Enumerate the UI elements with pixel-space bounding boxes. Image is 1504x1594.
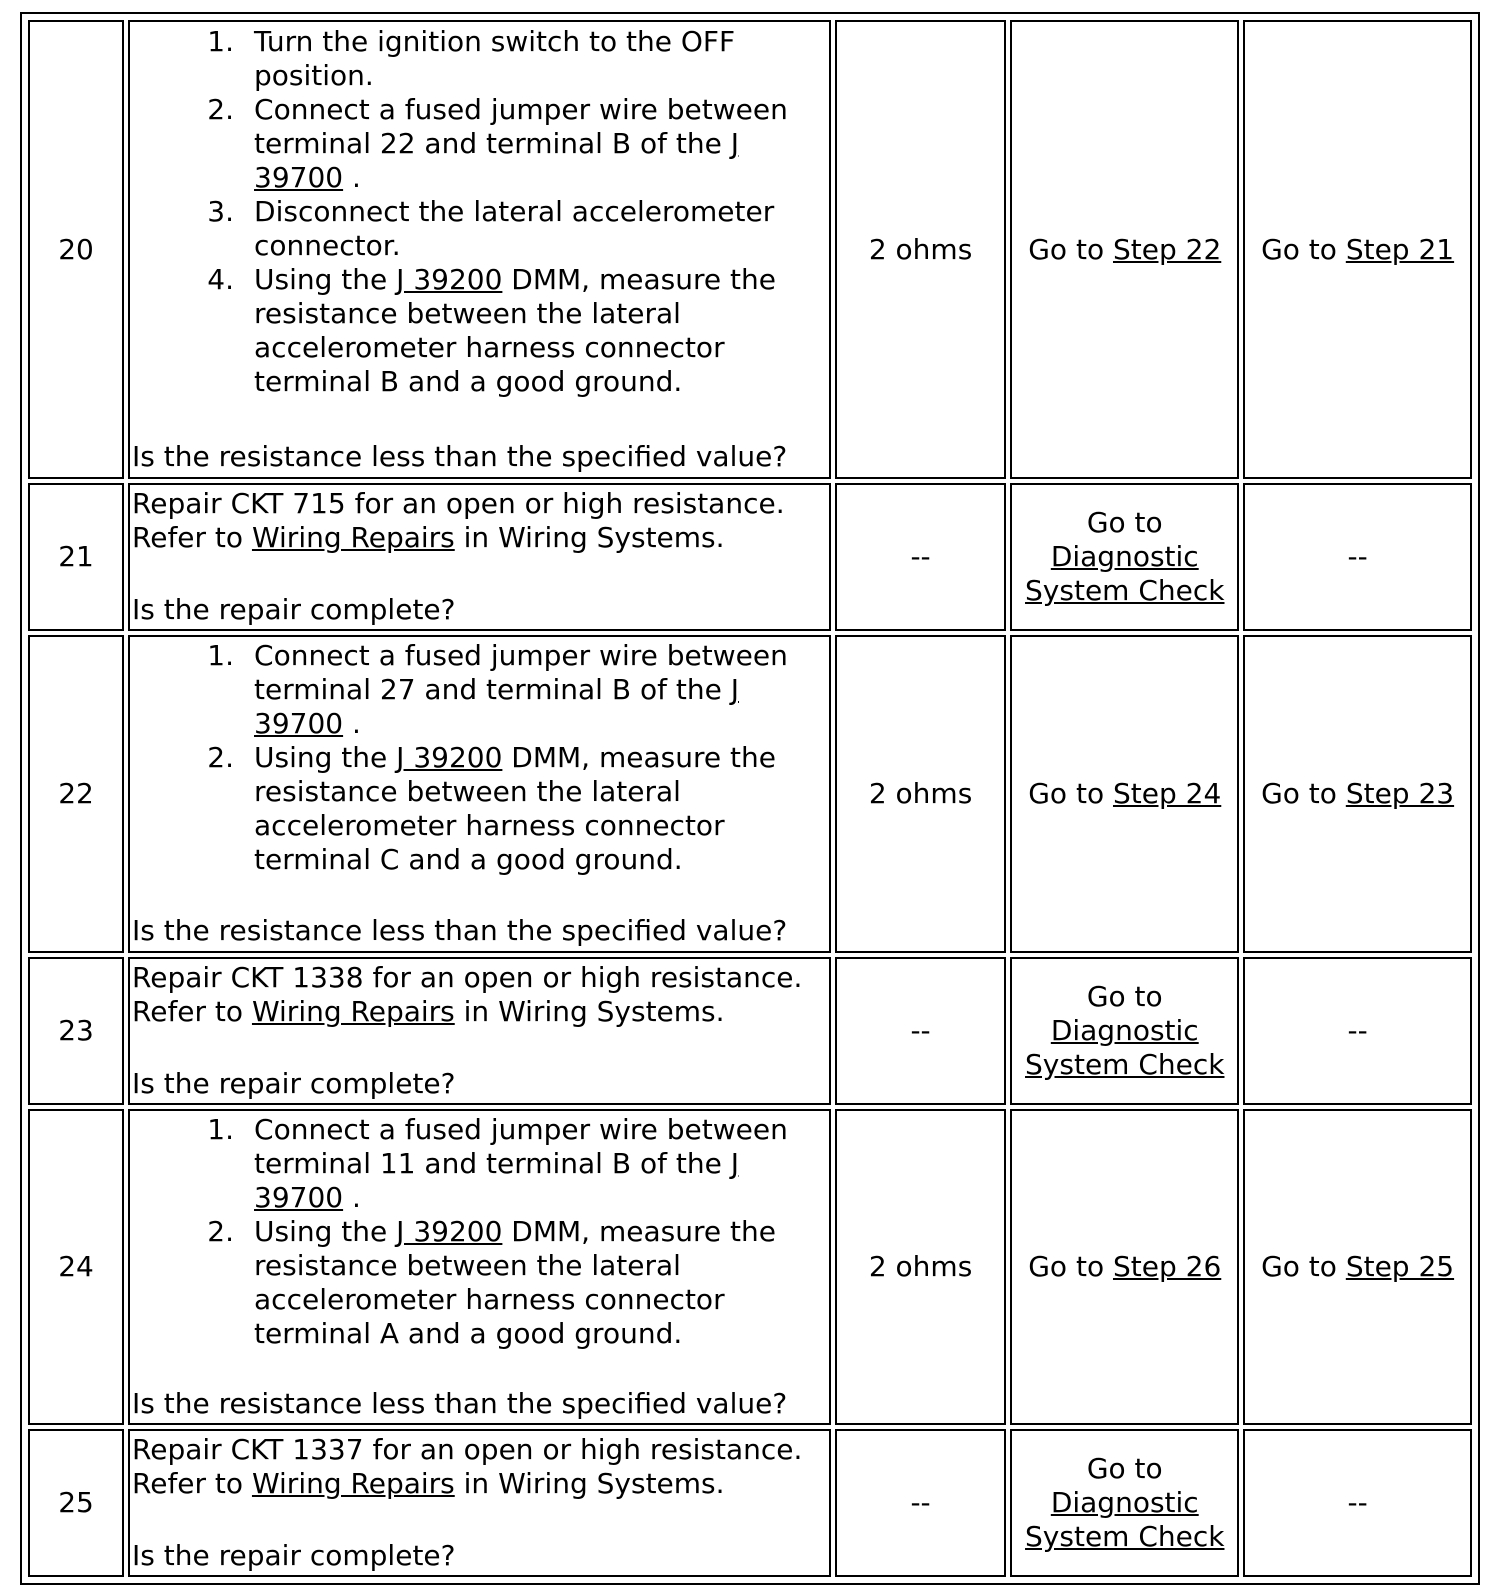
step-link[interactable]: Step 22 — [1112, 232, 1222, 266]
step-link[interactable]: Step 24 — [1112, 776, 1222, 810]
action-cell — [128, 1109, 831, 1425]
list-item: 2. Using the J 39200 DMM, measure the resistance between the lateral accelerometer harness connector terminal C and a good ground. — [207, 741, 776, 877]
table-row — [28, 1109, 1472, 1425]
spec-value: -- — [835, 483, 1007, 631]
spec-value: 2 ohms — [835, 635, 1007, 952]
question-text: Is the resistance less than the specified value? — [132, 914, 788, 948]
instruction-list — [132, 1113, 827, 1351]
wiring-repairs-link[interactable]: Wiring Repairs — [251, 1466, 455, 1500]
yes-action: Go to Step 22 — [1010, 20, 1239, 479]
action-cell — [128, 957, 831, 1105]
table-row — [28, 635, 1472, 952]
repair-text: Repair CKT 715 for an open or high resistance. — [132, 487, 785, 521]
action-cell — [128, 1429, 831, 1577]
list-item: 1. Turn the ignition switch to the OFF position. — [207, 25, 736, 93]
table-row — [28, 957, 1472, 1105]
no-action: -- — [1243, 957, 1472, 1105]
step-link[interactable]: Step 25 — [1345, 1249, 1455, 1283]
list-item: 4. Using the J 39200 DMM, measure the resistance between the lateral accelerometer harness connector terminal B and a good ground. — [207, 263, 776, 399]
tool-link[interactable]: J 39200 — [396, 741, 503, 775]
repair-text: Repair CKT 1338 for an open or high resistance. — [132, 960, 803, 994]
step-number: 20 — [28, 20, 124, 479]
table-row — [28, 1429, 1472, 1577]
yes-action: Go to Diagnostic System Check — [1010, 483, 1239, 631]
step-link[interactable]: Step 21 — [1345, 232, 1455, 266]
yes-action: Go to Step 24 — [1010, 635, 1239, 952]
diagnostic-system-check-link[interactable]: Diagnostic System Check — [1025, 1013, 1225, 1081]
tool-link[interactable]: J 39700 — [254, 673, 739, 741]
no-action: -- — [1243, 1429, 1472, 1577]
refer-text: Refer to Wiring Repairs in Wiring Systems. — [132, 1466, 725, 1500]
list-item: 3. Disconnect the lateral accelerometer connector. — [207, 195, 775, 263]
instruction-list — [132, 639, 827, 877]
diagnostic-system-check-link[interactable]: Diagnostic System Check — [1025, 540, 1225, 608]
question-text: Is the repair complete? — [132, 1066, 456, 1100]
spec-value: 2 ohms — [835, 20, 1007, 479]
no-action: Go to Step 21 — [1243, 20, 1472, 479]
diagnostic-system-check-link[interactable]: Diagnostic System Check — [1025, 1485, 1225, 1553]
tool-link[interactable]: J 39200 — [396, 263, 503, 297]
action-cell — [128, 635, 831, 952]
step-number: 25 — [28, 1429, 124, 1577]
tool-link[interactable]: J 39700 — [254, 1146, 739, 1214]
tool-link[interactable]: J 39700 — [254, 127, 739, 195]
step-link[interactable]: Step 23 — [1345, 776, 1455, 810]
list-item: 1. Connect a fused jumper wire between terminal 11 and terminal B of the J 39700 . — [207, 1112, 788, 1214]
refer-text: Refer to Wiring Repairs in Wiring Systems. — [132, 521, 725, 555]
wiring-repairs-link[interactable]: Wiring Repairs — [251, 994, 455, 1028]
question-text: Is the resistance less than the specified value? — [132, 1386, 788, 1420]
spec-value: -- — [835, 1429, 1007, 1577]
list-item: 1. Connect a fused jumper wire between terminal 27 and terminal B of the J 39700 . — [207, 639, 788, 741]
no-action: Go to Step 23 — [1243, 635, 1472, 952]
list-item: 2. Connect a fused jumper wire between terminal 22 and terminal B of the J 39700 . — [207, 93, 788, 195]
step-number: 22 — [28, 635, 124, 952]
question-text: Is the repair complete? — [132, 593, 456, 627]
list-item: 2. Using the J 39200 DMM, measure the resistance between the lateral accelerometer harness connector terminal A and a good ground. — [207, 1214, 776, 1350]
yes-action: Go to Step 26 — [1010, 1109, 1239, 1425]
yes-action: Go to Diagnostic System Check — [1010, 1429, 1239, 1577]
step-number: 21 — [28, 483, 124, 631]
no-action: -- — [1243, 483, 1472, 631]
instruction-list — [132, 25, 827, 399]
question-text: Is the repair complete? — [132, 1538, 456, 1572]
no-action: Go to Step 25 — [1243, 1109, 1472, 1425]
table-row — [28, 20, 1472, 479]
table-row — [28, 483, 1472, 631]
refer-text: Refer to Wiring Repairs in Wiring Systems. — [132, 994, 725, 1028]
step-link[interactable]: Step 26 — [1112, 1249, 1222, 1283]
spec-value: 2 ohms — [835, 1109, 1007, 1425]
step-number: 24 — [28, 1109, 124, 1425]
action-cell — [128, 483, 831, 631]
step-number: 23 — [28, 957, 124, 1105]
tool-link[interactable]: J 39200 — [396, 1214, 503, 1248]
yes-action: Go to Diagnostic System Check — [1010, 957, 1239, 1105]
spec-value: -- — [835, 957, 1007, 1105]
action-cell — [128, 20, 831, 479]
question-text: Is the resistance less than the specified value? — [132, 440, 788, 474]
repair-text: Repair CKT 1337 for an open or high resistance. — [132, 1432, 803, 1466]
wiring-repairs-link[interactable]: Wiring Repairs — [251, 521, 455, 555]
diagnostic-steps-table — [24, 16, 1476, 1581]
